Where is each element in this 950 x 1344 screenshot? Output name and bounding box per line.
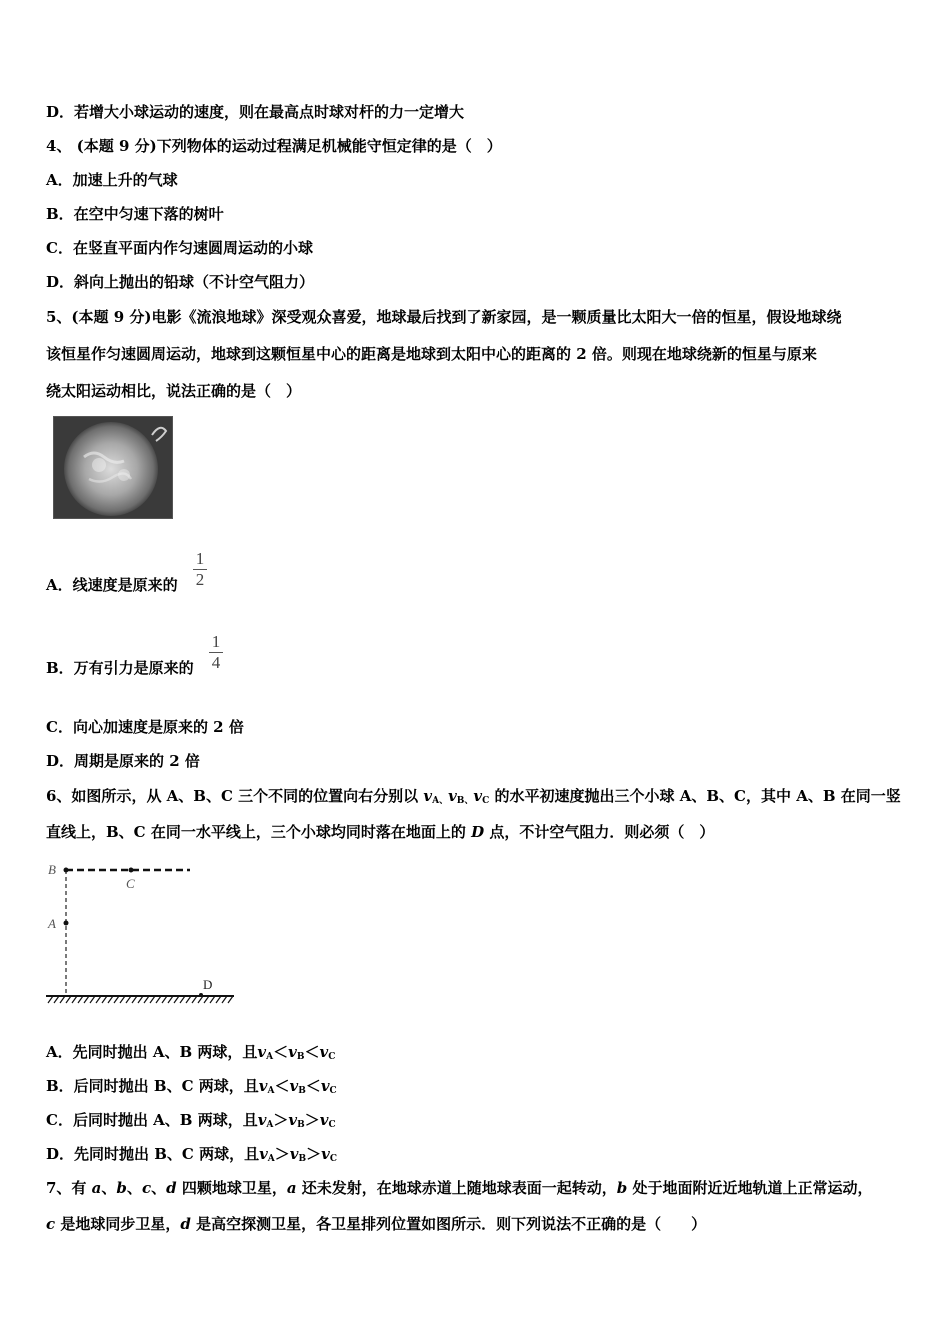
q7-stem-text: 处于地面附近近地轨道上正常运动， <box>627 1179 873 1197</box>
option-text: C．后同时抛出 A、B 两球，且 <box>46 1111 258 1129</box>
satellite-c: c <box>46 1215 56 1233</box>
satellite-b: b <box>116 1179 127 1197</box>
point-c <box>129 868 134 873</box>
ground-hatching <box>48 996 233 1003</box>
q7-stem-line2 <box>46 1214 706 1234</box>
velocity-symbol: v <box>258 1077 268 1095</box>
velocity-subscript: B <box>297 1120 305 1130</box>
q7-stem-text: 是高空探测卫星，各卫星排列位置如图所示．则下列说法不正确的是（ ） <box>190 1215 707 1233</box>
satellite-d: d <box>166 1179 177 1197</box>
q7-stem-text: 四颗地球卫星， <box>176 1179 287 1197</box>
velocity-subscript: A <box>266 1052 274 1062</box>
satellite-d: d <box>180 1215 191 1233</box>
velocity-subscript: A、 <box>432 796 449 806</box>
q6-stem-text: 的水平初速度抛出三个小球 A、B、C，其中 A、B 在同一竖 <box>489 787 901 805</box>
velocity-symbol: v <box>288 1111 298 1129</box>
velocity-subscript: B、 <box>456 796 474 806</box>
fraction-one-quarter <box>209 633 223 672</box>
q5-option-a: A．线速度是原来的 <box>46 576 178 594</box>
fraction-one-half <box>193 550 207 589</box>
q4-option-b: B．在空中匀速下落的树叶 <box>46 205 224 223</box>
q4-option-c: C．在竖直平面内作匀速圆周运动的小球 <box>46 239 313 257</box>
label-a: A <box>48 916 56 931</box>
q6-stem-text: 6、如图所示，从 A、B、C 三个不同的位置向右分别以 <box>46 787 424 805</box>
velocity-symbol: v <box>259 1145 268 1163</box>
fraction-denominator: 2 <box>195 570 205 589</box>
separator: 、 <box>126 1179 142 1197</box>
separator: 、 <box>151 1179 167 1197</box>
star-image <box>53 416 173 519</box>
velocity-subscript: A <box>267 1086 275 1096</box>
option-text: B．后同时抛出 B、C 两球，且 <box>46 1077 259 1095</box>
velocity-subscript: B <box>298 1086 306 1096</box>
point-d-symbol: D <box>471 823 485 841</box>
velocity-symbol: v <box>320 1077 330 1095</box>
q7-stem-text: 是地球同步卫星， <box>55 1215 181 1233</box>
q6-stem-text: 直线上，B、C 在同一水平线上，三个小球均同时落在地面上的 <box>46 823 472 841</box>
q5-option-c: C．向心加速度是原来的 2 倍 <box>46 718 244 736</box>
velocity-subscript: A <box>267 1154 275 1164</box>
velocity-subscript: A <box>266 1120 274 1130</box>
satellite-a: a <box>91 1179 102 1197</box>
point-b <box>64 868 69 873</box>
greater-than-sign: ＞ <box>273 1111 289 1129</box>
q5-option-b: B．万有引力是原来的 <box>46 659 194 677</box>
less-than-sign: ＜ <box>274 1077 290 1095</box>
option-text: D．先同时抛出 B、C 两球，且 <box>46 1145 260 1163</box>
q6-option-d <box>46 1144 337 1169</box>
velocity-symbol: v <box>321 1145 330 1163</box>
q5-stem-line2: 该恒星作匀速圆周运动，地球到这颗恒星中心的距离是地球到太阳中心的距离的 2 倍。则现在地球绕新的恒星与原来 <box>46 345 817 363</box>
q4-option-d: D．斜向上抛出的铅球（不计空气阻力） <box>46 273 315 291</box>
fraction-denominator: 4 <box>211 653 221 672</box>
q3-option-d: D．若增大小球运动的速度，则在最高点时球对杆的力一定增大 <box>46 103 465 121</box>
greater-than-sign: ＞ <box>306 1145 322 1163</box>
velocity-symbol: v <box>289 1077 299 1095</box>
greater-than-sign: ＞ <box>304 1111 320 1129</box>
velocity-subscript: C <box>328 1052 336 1062</box>
point-a <box>64 921 69 926</box>
fraction-numerator: 1 <box>195 549 205 568</box>
velocity-symbol: v <box>448 787 457 805</box>
q5-stem-line1: 5、(本题 9 分)电影《流浪地球》深受观众喜爱，地球最后找到了新家园，是一颗质量比太阳大一倍的恒星，假设地球绕 <box>46 308 842 326</box>
velocity-symbol: v <box>288 1043 297 1061</box>
q7-stem-text: 7、有 <box>46 1179 92 1197</box>
label-c: C <box>126 876 135 891</box>
velocity-subscript: B <box>298 1154 307 1164</box>
q4-option-a: A．加速上升的气球 <box>46 171 178 189</box>
less-than-sign: ＜ <box>273 1043 289 1061</box>
star-illustration <box>54 417 172 518</box>
q6-option-a <box>46 1042 335 1067</box>
q6-stem-text: 点，不计空气阻力．则必须（ ） <box>484 823 715 841</box>
q5-stem-line3: 绕太阳运动相比，说法正确的是（ ） <box>46 382 302 400</box>
velocity-symbol: v <box>473 787 483 805</box>
option-text: A．先同时抛出 A、B 两球，且 <box>46 1043 258 1061</box>
separator: 、 <box>101 1179 117 1197</box>
label-d: D <box>203 977 213 992</box>
fraction-numerator: 1 <box>211 632 221 651</box>
velocity-subscript: C <box>329 1154 338 1164</box>
velocity-subscript: C <box>329 1086 337 1096</box>
satellite-a: a <box>286 1179 297 1197</box>
q6-option-c <box>46 1110 336 1135</box>
satellite-b: b <box>616 1179 628 1197</box>
velocity-symbol: v <box>289 1145 299 1163</box>
q6-option-b <box>46 1076 337 1101</box>
q7-stem-text: 还未发射，在地球赤道上随地球表面一起转动， <box>296 1179 617 1197</box>
less-than-sign: ＜ <box>305 1077 321 1095</box>
projectile-diagram <box>44 858 239 1008</box>
q4-stem: 4、 (本题 9 分)下列物体的运动过程满足机械能守恒定律的是（ ） <box>46 137 502 155</box>
velocity-subscript: C <box>482 796 490 806</box>
q5-option-d: D．周期是原来的 2 倍 <box>46 752 200 770</box>
satellite-c: c <box>141 1179 152 1197</box>
velocity-subscript: B <box>296 1052 305 1062</box>
point-d <box>199 993 203 997</box>
velocity-symbol: v <box>423 787 433 805</box>
q7-stem-line1 <box>46 1178 873 1198</box>
velocity-subscript: C <box>328 1120 336 1130</box>
velocity-symbol: v <box>257 1111 267 1129</box>
velocity-symbol: v <box>257 1043 267 1061</box>
q6-stem-line2 <box>46 822 714 842</box>
velocity-symbol: v <box>319 1111 329 1129</box>
greater-than-sign: ＞ <box>274 1145 290 1163</box>
velocity-symbol: v <box>319 1043 329 1061</box>
label-b: B <box>48 862 56 877</box>
less-than-sign: ＜ <box>304 1043 320 1061</box>
q6-stem-line1 <box>46 786 901 811</box>
